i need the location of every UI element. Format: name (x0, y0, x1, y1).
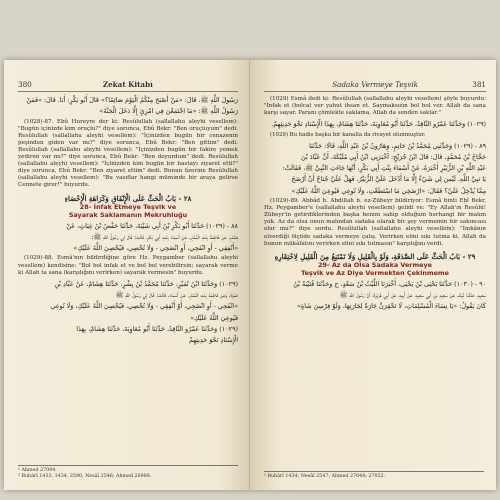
right-page-number: 381 (472, 80, 486, 89)
arabic-text-line: «انْفَحِي - أَوِ انْضَحِي، أَوْ أَنْفِقِي - وَلَا تُحْصِي، فَيُحْصِيَ اللَّهُ عَلَيْكِ، وَلَا تُوعِي (50, 302, 238, 311)
arabic-text-line: رَسُولَ اللَّهِ ﷺ، قَالَ: «مَنْ أَصْبَحَ مِنْكُمُ الْيَوْمَ صَائِمًا؟» قَالَ أَبُو بَكْرٍ: أَنَا. قَالَ: «فَمَنْ (26, 96, 238, 104)
section-heading-turkish: Teşvik ve Az Diye Vermekten Çekinmeme (301, 268, 449, 277)
arabic-text-line: مِمَّا يُدْخِلُ عَلَيَّ؟ فَقَالَ: «ارْضَخِي مَا اسْتَطَعْتِ، وَلَا تُوعِي فَيُوعِيَ اللَّهُ عَلَيْكِ» (291, 186, 486, 195)
translation-paragraph: (1029) Esmâ dedi ki: Resûlullah (sallallahu aleyhi vesellem) şöyle buyurdu: "İnfak et (bolca) ver yahut ihsan et. Saymaksızın bol bol ver. Allah da sana karşı sayar. Paranı çömlekte saklama, Allah da senden saklar." (264, 96, 486, 117)
arabic-text-line: (١٠٢٩) وَحَدَّثَنَا عَمْرٌو النَّاقِدُ، حَدَّثَنَا أَبُو مُعَاوِيَةَ، حَدَّثَنَا هِشَامٌ، بِهَذَا الْإِسْنَادِ نَحْوَ حَدِيثِهِمْ. (271, 120, 486, 129)
arabic-text-line: هِشَامٍ، عَنْ فَاطِمَةَ بِنْتِ الْمُنْذِرِ، عَنْ أَسْمَاءَ بِنْتِ أَبِي بَكْرٍ، قَالَتْ: قَالَ لِي رَسُولُ اللَّهِ ﷺ: (91, 232, 238, 241)
left-page-header (18, 80, 238, 92)
left-page-body (18, 96, 238, 344)
translation-paragraph: (1029)-88. Esmâ'nın bildirdiğine göre Hz. Peygamber (sallallahu aleyhi vesellem) kendisine: "Bol bol infak et ve bol bol verebilirsin; sayarak verme ki Allah ta sana (karşılığını verirken) sayarak vermesin" buyurdu. (18, 255, 238, 276)
arabic-text-line: حَجَّاجُ بْنُ مُحَمَّدٍ، قَالَ: قَالَ ابْنُ جُرَيْجٍ: أَخْبَرَنِي ابْنُ أَبِي مُلَيْكَةَ، أَنَّ عَبَّادَ بْنَ (301, 152, 486, 161)
section-heading-arabic: ٢٩ - بَابُ الْحَثِّ عَلَى الصَّدَقَةِ، وَلَوْ بِالْقَلِيلِ وَلَا تَمْتَنِعُ مِنَ الْقَلِيلِ لِاحْتِقَارِهِ (274, 251, 476, 261)
arabic-text-line: فَيُوعِيَ اللَّهُ عَلَيْكِ» (190, 313, 238, 322)
arabic-text-line: رَسُولُ اللَّهِ ﷺ: «مَا اجْتَمَعْنَ فِي امْرِئٍ إِلَّا دَخَلَ الْجَنَّةَ» (99, 107, 238, 116)
footnote: ¹ Buhârî 1434; Nesâî 2547; Ahmed 27048; 27052. (264, 473, 386, 479)
book-spread (4, 60, 496, 490)
arabic-text-line: (١٠٢٩) وَحَدَّثَنَا عَمْرٌو النَّاقِدُ، حَدَّثَنَا أَبُو مُعَاوِيَةَ، حَدَّثَنَا هِشَامٌ، بِهَذَا (76, 324, 238, 333)
right-running-title: Sadaka Vermeye Teşvik (332, 80, 419, 89)
arabic-text-line: «أَنْفِقِي - أَوِ انْفَحِي، أَوِ انْضَحِي - وَلَا تُحْصِي، فَيُحْصِيَ اللَّهُ عَلَيْكِ» (73, 244, 238, 253)
section-heading-turkish: Sayarak Saklamanın Mekruhluğu (68, 210, 188, 219)
arabic-text-line: الْإِسْنَادِ نَحْوَ حَدِيثِهِمْ (189, 336, 238, 345)
right-footnotes (264, 471, 484, 480)
translation-paragraph: (1028)-87. Ebû Hureyre der ki: Resûlullah (sallallahu aleyhi vesellem): "Bugün içinizde kim oruçlu?" diye sorunca, Ebû Bekr: "Ben oruçluyum" dedi. Resûlullah (sallallahu aleyhi vesellem): "İçinizden bugün bir cenazenin peşinden giden var mı?" diye sorunca, Ebû Bekr: "Ben gittim" dedi. Resûlullah (sallallahu aleyhi vesellem): "İçinizden bugün bir fakire yemek yediren var mı?" diye sorunca, Ebû Bekr: "Ben doyurdum" dedi. Resûlullah (sallallahu aleyhi vesellem): "İçinizden kim bugün bir hastayı ziyaret etti?" diye sorunca, Ebû Bekr: "Ben ziyaret ettim" dedi. Bunun üzerine Resûlullah (sallallahu aleyhi vesellem): "Bu vasıflar hangi müminde bir araya gelirse Cennete girer!" buyurdu. (18, 118, 238, 189)
arabic-text-line: حَمْزَةَ، وَعَنْ فَاطِمَةَ بِنْتِ الْمُنْذِرِ، عَنْ أَسْمَاءَ، قَالَتْ: قَالَ لِي رَسُولُ اللَّهِ ﷺ (115, 291, 238, 299)
section-heading (264, 252, 486, 277)
arabic-text-line: ٨٨ - (١٠٢٩) حَدَّثَنَا أَبُو بَكْرِ بْنُ أَبِي شَيْبَةَ، حَدَّثَنَا حَفْصُ بْنُ غِيَاثٍ، عَنْ (66, 221, 238, 230)
footnote: ² Buhârî 1433, 1434, 2590; Nesâî 2546; Ahmed 26988. (18, 473, 152, 479)
arabic-text-line: كَانَ يَقُولُ: «يَا نِسَاءَ الْمُسْلِمَاتِ، لَا تَحْقِرَنَّ جَارَةٌ لِجَارَتِهَا، وَلَوْ فِرْسِنَ شَاةٍ» (296, 302, 486, 311)
section-heading-turkish: 29- Az da Olsa Sadaka Vermeye (318, 260, 432, 269)
section-heading (18, 194, 238, 219)
right-page (250, 60, 496, 490)
left-footnotes (18, 465, 238, 480)
section-heading-turkish: 28- İnfak Etmeye Teşvik ve (79, 202, 177, 211)
right-page-header (264, 80, 486, 92)
left-running-title: Zekat Kitabı (102, 80, 153, 89)
arabic-text-line: سَعِيدٍ، حَدَّثَنَا لَيْثٌ، عَنْ سَعِيدِ بْنِ أَبِي سَعِيدٍ، عَنْ أَبِيهِ، عَنْ أَبِي هُرَيْرَةَ، أَنَّ رَسُولَ اللَّهِ ﷺ (339, 291, 486, 300)
footnote: ¹ Ahmed 27094. (18, 467, 57, 473)
arabic-text-line: يَا نَبِيَّ اللَّهِ، لَيْسَ لِي شَيْءٌ إِلَّا مَا أَدْخَلَ عَلَيَّ الزُّبَيْرُ، فَهَلْ عَلَيَّ جُنَاحٌ أَنْ أَرْضَخَ (291, 175, 486, 184)
translation-paragraph: (1029)-89. Abbâd b. Abdillah b. ez-Zübeyr bildiriyor: Esmâ binti Ebî Bekr, Hz. Peygamber'e (sallallahu aleyhi vesellem) gelidi ve: "Ey Allah'ın Resûlü! Zübeyr'in getirdiklerinden başka benim sahip olduğum herhangi bir malım yok. Az da olsa onun malından sadaka olarak bir şey vermemin bir sakıncası olur mu?" diye sordu. Resûlullah (sallallahu aleyhi vesellem): "İmkânın elverdiği ölçüde sadaka vermeye çalış. Verirken elini sıkı tutma ki, Allah da bunun mükâfatını verirken elini sıkı tutmasın" karşılığını verdi. (264, 198, 486, 247)
arabic-text-line: (١٠٢٩) وَحَدَّثَنَا ابْنُ نُمَيْرٍ، حَدَّثَنَا مُحَمَّدُ بْنُ بِشْرٍ، حَدَّثَنَا هِشَامٌ، عَنْ عَبَّادِ بْنِ (54, 279, 238, 288)
left-page-number: 380 (18, 80, 32, 89)
arabic-text-line: ٩٠ - (١٠٣٠) حَدَّثَنَا يَحْيَى بْنُ يَحْيَى، أَخْبَرَنَا اللَّيْثُ بْنُ سَعْدٍ، ح وحَدَّثَنَا قُتَيْبَةُ بْنُ (293, 279, 486, 288)
left-page (4, 60, 250, 490)
arabic-text-line: عَبْدِ اللَّهِ بْنِ الزُّبَيْرِ أَخْبَرَهُ، عَنْ أَسْمَاءَ بِنْتِ أَبِي بَكْرٍ، أَنَّهَا جَاءَتِ النَّبِيَّ ﷺ، فَقَالَتْ: (282, 164, 486, 173)
right-page-body (264, 96, 486, 311)
section-heading-arabic: ٢٨ - بَابُ الْحَثِّ عَلَى الْإِنْفَاقِ وَكَرَاهَةِ الْإِحْصَاءِ (64, 193, 192, 203)
translation-paragraph: (1029) Bu hadis başka bir kanalla da rivayet olunmuştur. (270, 131, 426, 138)
arabic-text-line: ٨٩ - (١٠٢٩) وَحَدَّثَنِي مُحَمَّدُ بْنُ حَاتِمٍ، وَهَارُونُ بْنُ عَبْدِ اللَّهِ، قَالَا: حَدَّثَنَا (309, 141, 486, 150)
